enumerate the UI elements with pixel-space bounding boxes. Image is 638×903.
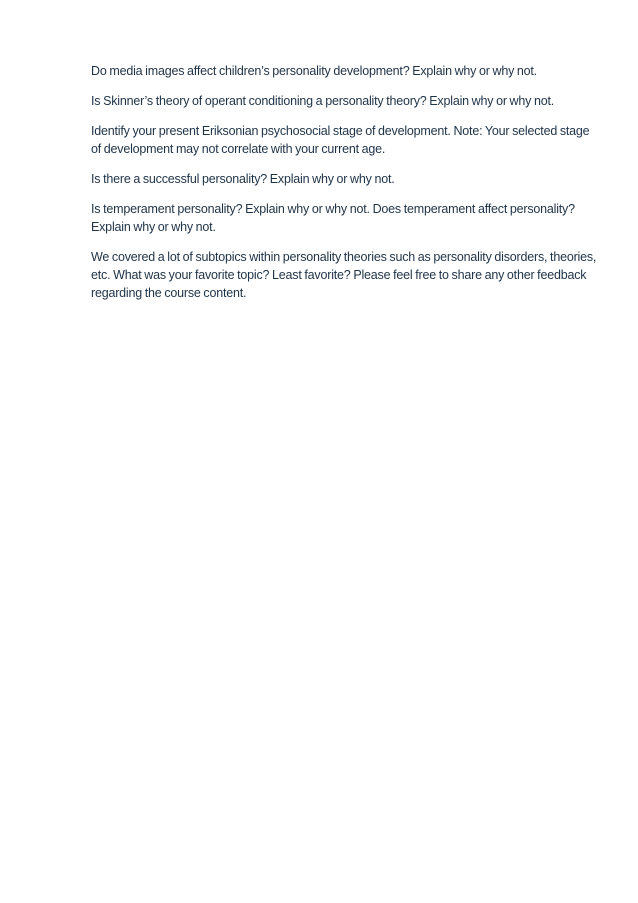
question-successful-personality: Is there a successful personality? Explain why or why not.	[91, 172, 395, 186]
question-eriksonian-stage: Identify your present Eriksonian psychosocial stage of development. Note: Your selected stage of development may not correlate with your current age.	[91, 124, 590, 156]
question-temperament: Is temperament personality? Explain why or why not. Does temperament affect personality? Explain why or why not.	[91, 202, 575, 234]
question-course-feedback: We covered a lot of subtopics within personality theories such as personality disorders, theories, etc. What was your favorite topic? Least favorite? Please feel free to share any other feedback regarding the course content.	[91, 250, 597, 300]
question-skinner-theory: Is Skinner’s theory of operant conditioning a personality theory? Explain why or why not.	[91, 94, 555, 108]
question-list	[91, 62, 601, 314]
question-media-images: Do media images affect children’s personality development? Explain why or why not.	[91, 64, 537, 78]
